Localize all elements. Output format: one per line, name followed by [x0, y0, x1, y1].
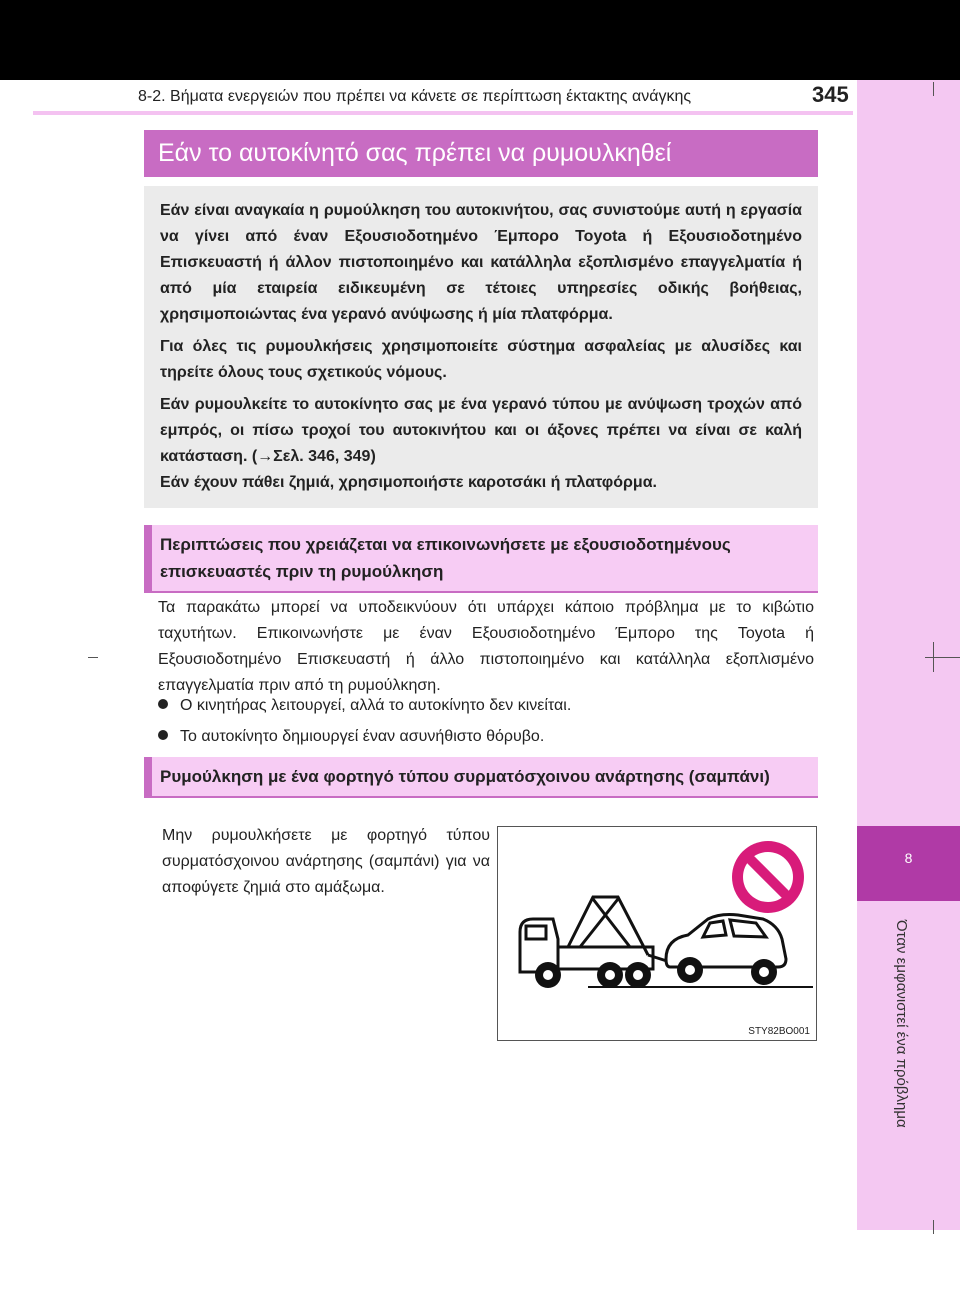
intro-paragraph: Εάν είναι αναγκαία η ρυμούλκηση του αυτοκινήτου, σας συνιστούμε αυτή η εργασία να γίνει από έναν Εξουσιοδοτημένο Έμπορο Toyota ή Εξουσιοδοτημένο Επισκευαστή ή άλλον πιστοποιημένο και κατάλληλα εξοπλισμένο επαγγελματία ή από μία εταιρεία ειδικευμένη σε τέτοιες υπηρεσίες οδικής βοήθειας, χρησιμοποιώντας ένα γερανό ανύψωσης ή μία πλατφόρμα.	[160, 202, 802, 323]
section-title: Εάν το αυτοκίνητό σας πρέπει να ρυμουλκηθεί	[144, 130, 818, 177]
bullet-text: Το αυτοκίνητο δημιουργεί έναν ασυνήθιστο θόρυβο.	[180, 728, 545, 745]
intro-box	[144, 186, 818, 508]
chapter-number: 8	[904, 850, 913, 866]
chapter-title: Όταν εμφανιστεί ένα πρόβλημα	[893, 920, 910, 1128]
prohibition-icon	[732, 841, 804, 913]
bullet-item	[158, 693, 571, 719]
contact-paragraph: Τα παρακάτω μπορεί να υποδεικνύουν ότι υπάρχει κάποιο πρόβλημα με το κιβώτιο ταχυτήτων. Επικοινωνήστε με έναν Εξουσιοδοτημένο Έμπορο της Toyota ή Εξουσιοδοτημένο Επισκευαστή ή άλλο πιστοποιημένο και κατάλληλα εξοπλισμένο επαγγελματία πριν από τη ρυμούλκηση.	[158, 599, 814, 694]
bullet-text: Ο κινητήρας λειτουργεί, αλλά το αυτοκίνητο δεν κινείται.	[180, 697, 572, 714]
intro-paragraph: Για όλες τις ρυμουλκήσεις χρησιμοποιείτε σύστημα ασφαλείας με αλυσίδες και τηρείτε όλους τους σχετικούς νόμους.	[160, 338, 802, 381]
bullet-dot	[158, 699, 168, 709]
subsection-heading-sling: Ρυμούλκηση με ένα φορτηγό τύπου συρματόσχοινου ανάρτησης (σαμπάνι)	[144, 757, 818, 798]
crop-mark	[925, 657, 960, 658]
bullet-item	[158, 724, 544, 750]
intro-paragraph: Εάν έχουν πάθει ζημιά, χρησιμοποιήστε καροτσάκι ή πλατφόρμα.	[160, 474, 657, 491]
header-rule	[33, 111, 853, 115]
breadcrumb: 8-2. Βήματα ενεργειών που πρέπει να κάνετε σε περίπτωση έκτακτης ανάγκης	[138, 88, 692, 105]
subsection-heading-contact: Περιπτώσεις που χρειάζεται να επικοινωνήσετε με εξουσιοδοτημένους επισκευαστές πριν τη ρυμούλκηση	[144, 525, 818, 593]
crop-mark	[88, 657, 98, 658]
tow-truck-prohibited-figure	[497, 826, 817, 1041]
figure-code: STY82BO001	[748, 1026, 810, 1037]
crop-mark	[933, 642, 934, 672]
sling-paragraph: Μην ρυμουλκήσετε με φορτηγό τύπου συρματόσχοινου ανάρτησης (σαμπάνι) για να αποφύγετε ζημιά στο αμάξωμα.	[162, 827, 490, 896]
crop-mark	[933, 1220, 934, 1234]
crop-mark	[933, 82, 934, 96]
top-black-bar	[0, 0, 960, 80]
tow-truck-illustration	[498, 827, 816, 1040]
tow-truck-icon	[520, 897, 670, 972]
page-number: 345	[812, 82, 849, 107]
intro-paragraph: Εάν ρυμουλκείτε το αυτοκίνητο σας με ένα γερανό τύπου με ανύψωση τροχών από εμπρός, οι πίσω τροχοί του αυτοκινήτου και οι άξονες πρέπει να είναι σε καλή κατάσταση. (→Σελ. 346, 349)	[160, 396, 802, 465]
bullet-dot	[158, 730, 168, 740]
